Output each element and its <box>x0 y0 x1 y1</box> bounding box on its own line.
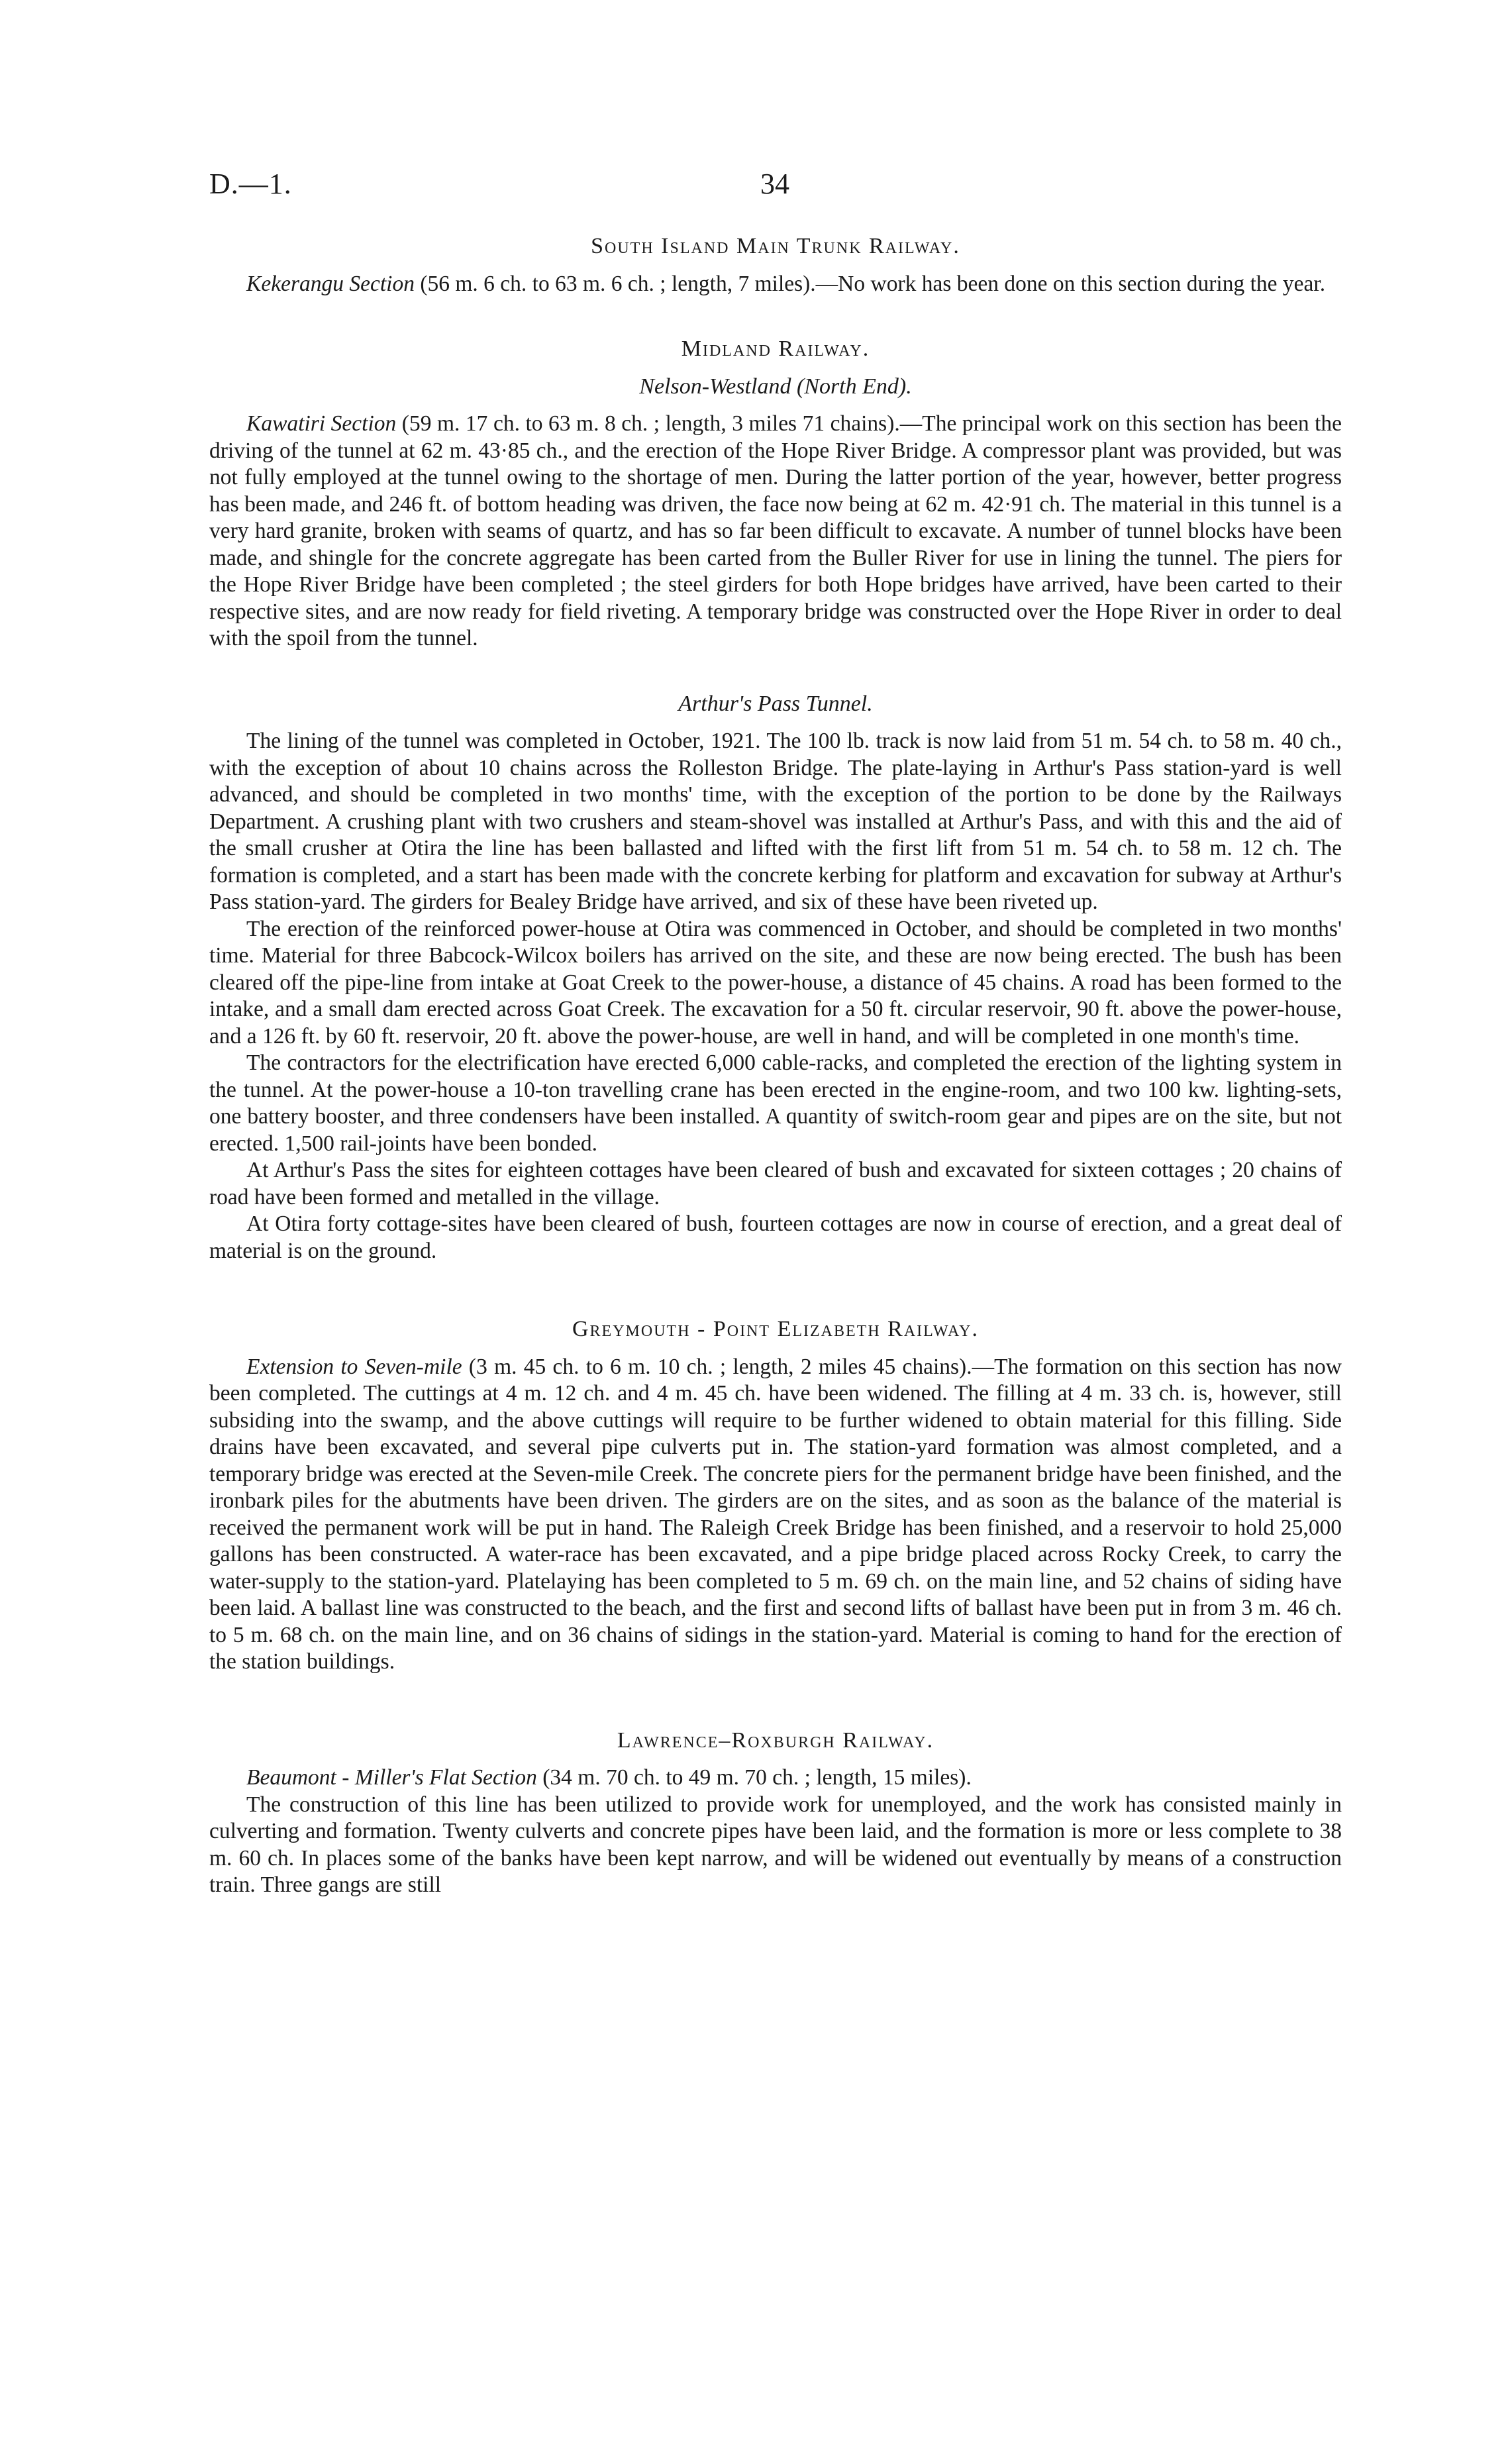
paragraph-otira-cottages: At Otira forty cottage-sites have been cleared of bush, fourteen cottages are now in course of erection, and a great deal of material is on the ground. <box>209 1211 1342 1263</box>
section-subheading-nelson-westland: Nelson-Westland (North End). <box>639 374 912 399</box>
document-body <box>209 233 1342 1899</box>
paragraph-electrification: The contractors for the electrification have erected 6,000 cable-racks, and completed the erection of the lighting system in the tunnel. At the power-house a 10-ton travelling crane has been erected in the engine-room, and two 100 kw. lighting-sets, one battery booster, and three condensers have been installed. A quantity of switch-room gear and pipes are on the site, but not erected. 1,500 rail-joints have been bonded. <box>209 1051 1342 1156</box>
paragraph-beaumont <box>209 1765 1342 1792</box>
paragraph-power-house: The erection of the reinforced power-house at Otira was commenced in October, and should be completed in two months' time. Material for three Babcock-Wilcox boilers has arrived on the site, and these are now being erected. The bush has been cleared off the pipe-line from intake at Goat Creek to the power-house, a distance of 45 chains. A road has been formed to the intake, and a small dam erected across Goat Creek. The excavation for a 50 ft. circular reservoir, 90 ft. above the power-house, and a 126 ft. by 60 ft. reservoir, 20 ft. above the power-house, are well in hand, and will be completed in one month's time. <box>209 916 1342 1049</box>
paragraph-kawatiri <box>209 411 1342 652</box>
paragraph-seven-mile <box>209 1354 1342 1676</box>
section-heading-south-island: South Island Main Trunk Railway. <box>591 234 960 258</box>
paragraph-text: (59 m. 17 ch. to 63 m. 8 ch. ; length, 3 miles 71 chains).—The principal work on this section has been the driving of the tunnel at 62 m. 43·85 ch., and the erection of the Hope River Bridge. A compressor plant was provided, but was not fully employed at the tunnel owing to the shortage of men. During the latter portion of the year, however, better progress has been made, and 246 ft. of bottom heading was driven, the face now being at 62 m. 42·91 ch. The material in this tunnel is a very hard granite, broken with seams of quartz, and has so far been difficult to excavate. A number of tunnel blocks have been made, and shingle for the concrete aggregate has been carted from the Buller River for use in lining the tunnel. The piers for the Hope River Bridge have been completed ; the steel girders for both Hope bridges have arrived, have been carted to their respective sites, and are now ready for field riveting. A temporary bridge was constructed over the Hope River in order to deal with the spoil from the tunnel. <box>209 411 1342 650</box>
paragraph-text: (34 m. 70 ch. to 49 m. 70 ch. ; length, 15 miles). <box>536 1765 972 1790</box>
paragraph-tunnel-lining: The lining of the tunnel was completed in October, 1921. The 100 lb. track is now laid from 51 m. 54 ch. to 58 m. 40 ch., with the exception of about 10 chains across the Rolleston Bridge. The plate-laying in Arthur's Pass station-yard is well advanced, and should be completed in two months' time, with the exception of the portion to be done by the Railways Department. A crushing plant with two crushers and steam-shovel was installed at Arthur's Pass, and with this and the aid of the small crusher at Otira the line has been ballasted and lifted with the first lift from 51 m. 54 ch. to 58 m. 12 ch. The formation is completed, and a start has been made with the concrete kerbing for platform and excavation for subway at Arthur's Pass station-yard. The girders for Bealey Bridge have arrived, and six of these have been riveted up. <box>209 729 1342 914</box>
page-number: 34 <box>760 168 789 200</box>
paragraph-kekerangu <box>209 271 1342 298</box>
paragraph-lead: Beaumont - Miller's Flat Section <box>246 1765 537 1790</box>
paragraph-lead: Kekerangu Section <box>246 271 415 296</box>
section-heading-greymouth: Greymouth - Point Elizabeth Railway. <box>572 1317 979 1341</box>
paragraph-lead: Extension to Seven-mile <box>246 1354 462 1379</box>
paragraph-unemployed-work: The construction of this line has been utilized to provide work for unemployed, and the work has consisted mainly in culverting and formation. Twenty culverts and concrete pipes have been laid, and the formation is more or less complete to 38 m. 60 ch. In places some of the banks have been kept narrow, and will be widened out eventually by means of a construction train. Three gangs are still <box>209 1792 1342 1897</box>
section-heading-midland: Midland Railway. <box>681 336 870 361</box>
paragraph-arthurs-pass-cottages: At Arthur's Pass the sites for eighteen cottages have been cleared of bush and excavated for sixteen cottages ; 20 chains of road have been formed and metalled in the village. <box>209 1158 1342 1209</box>
paragraph-text: (56 m. 6 ch. to 63 m. 6 ch. ; length, 7 miles).—No work has been done on this section during the year. <box>414 271 1326 296</box>
paragraph-lead: Kawatiri Section <box>246 411 397 436</box>
section-subheading-arthurs-pass: Arthur's Pass Tunnel. <box>678 691 873 716</box>
section-heading-lawrence: Lawrence–Roxburgh Railway. <box>617 1727 934 1753</box>
page-header-ref: D.—1. <box>209 168 292 200</box>
paragraph-text: (3 m. 45 ch. to 6 m. 10 ch. ; length, 2 miles 45 chains).—The formation on this section has now been completed. The cuttings at 4 m. 12 ch. and 4 m. 45 ch. have been widened. The filling at 4 m. 33 ch. is, however, still subsiding into the swamp, and the above cuttings will require to be further widened to obtain material for this filling. Side drains have been excavated, and several pipe culverts put in. The station-yard formation was almost completed, and a temporary bridge was erected at the Seven-mile Creek. The concrete piers for the permanent bridge have been finished, and the ironbark piles for the abutments have been driven. The girders are on the sites, and as soon as the balance of the material is received the permanent work will be put in hand. The Raleigh Creek Bridge has been finished, and a reservoir to hold 25,000 gallons has been constructed. A water-race has been excavated, and a pipe bridge placed across Rocky Creek, to carry the water-supply to the station-yard. Platelaying has been completed to 5 m. 69 ch. on the main line, and 52 chains of siding have been laid. A ballast line was constructed to the beach, and the first and second lifts of ballast have been put in from 3 m. 46 ch. to 5 m. 68 ch. on the main line, and on 36 chains of sidings in the station-yard. Material is coming to hand for the erection of the station buildings. <box>209 1354 1342 1674</box>
